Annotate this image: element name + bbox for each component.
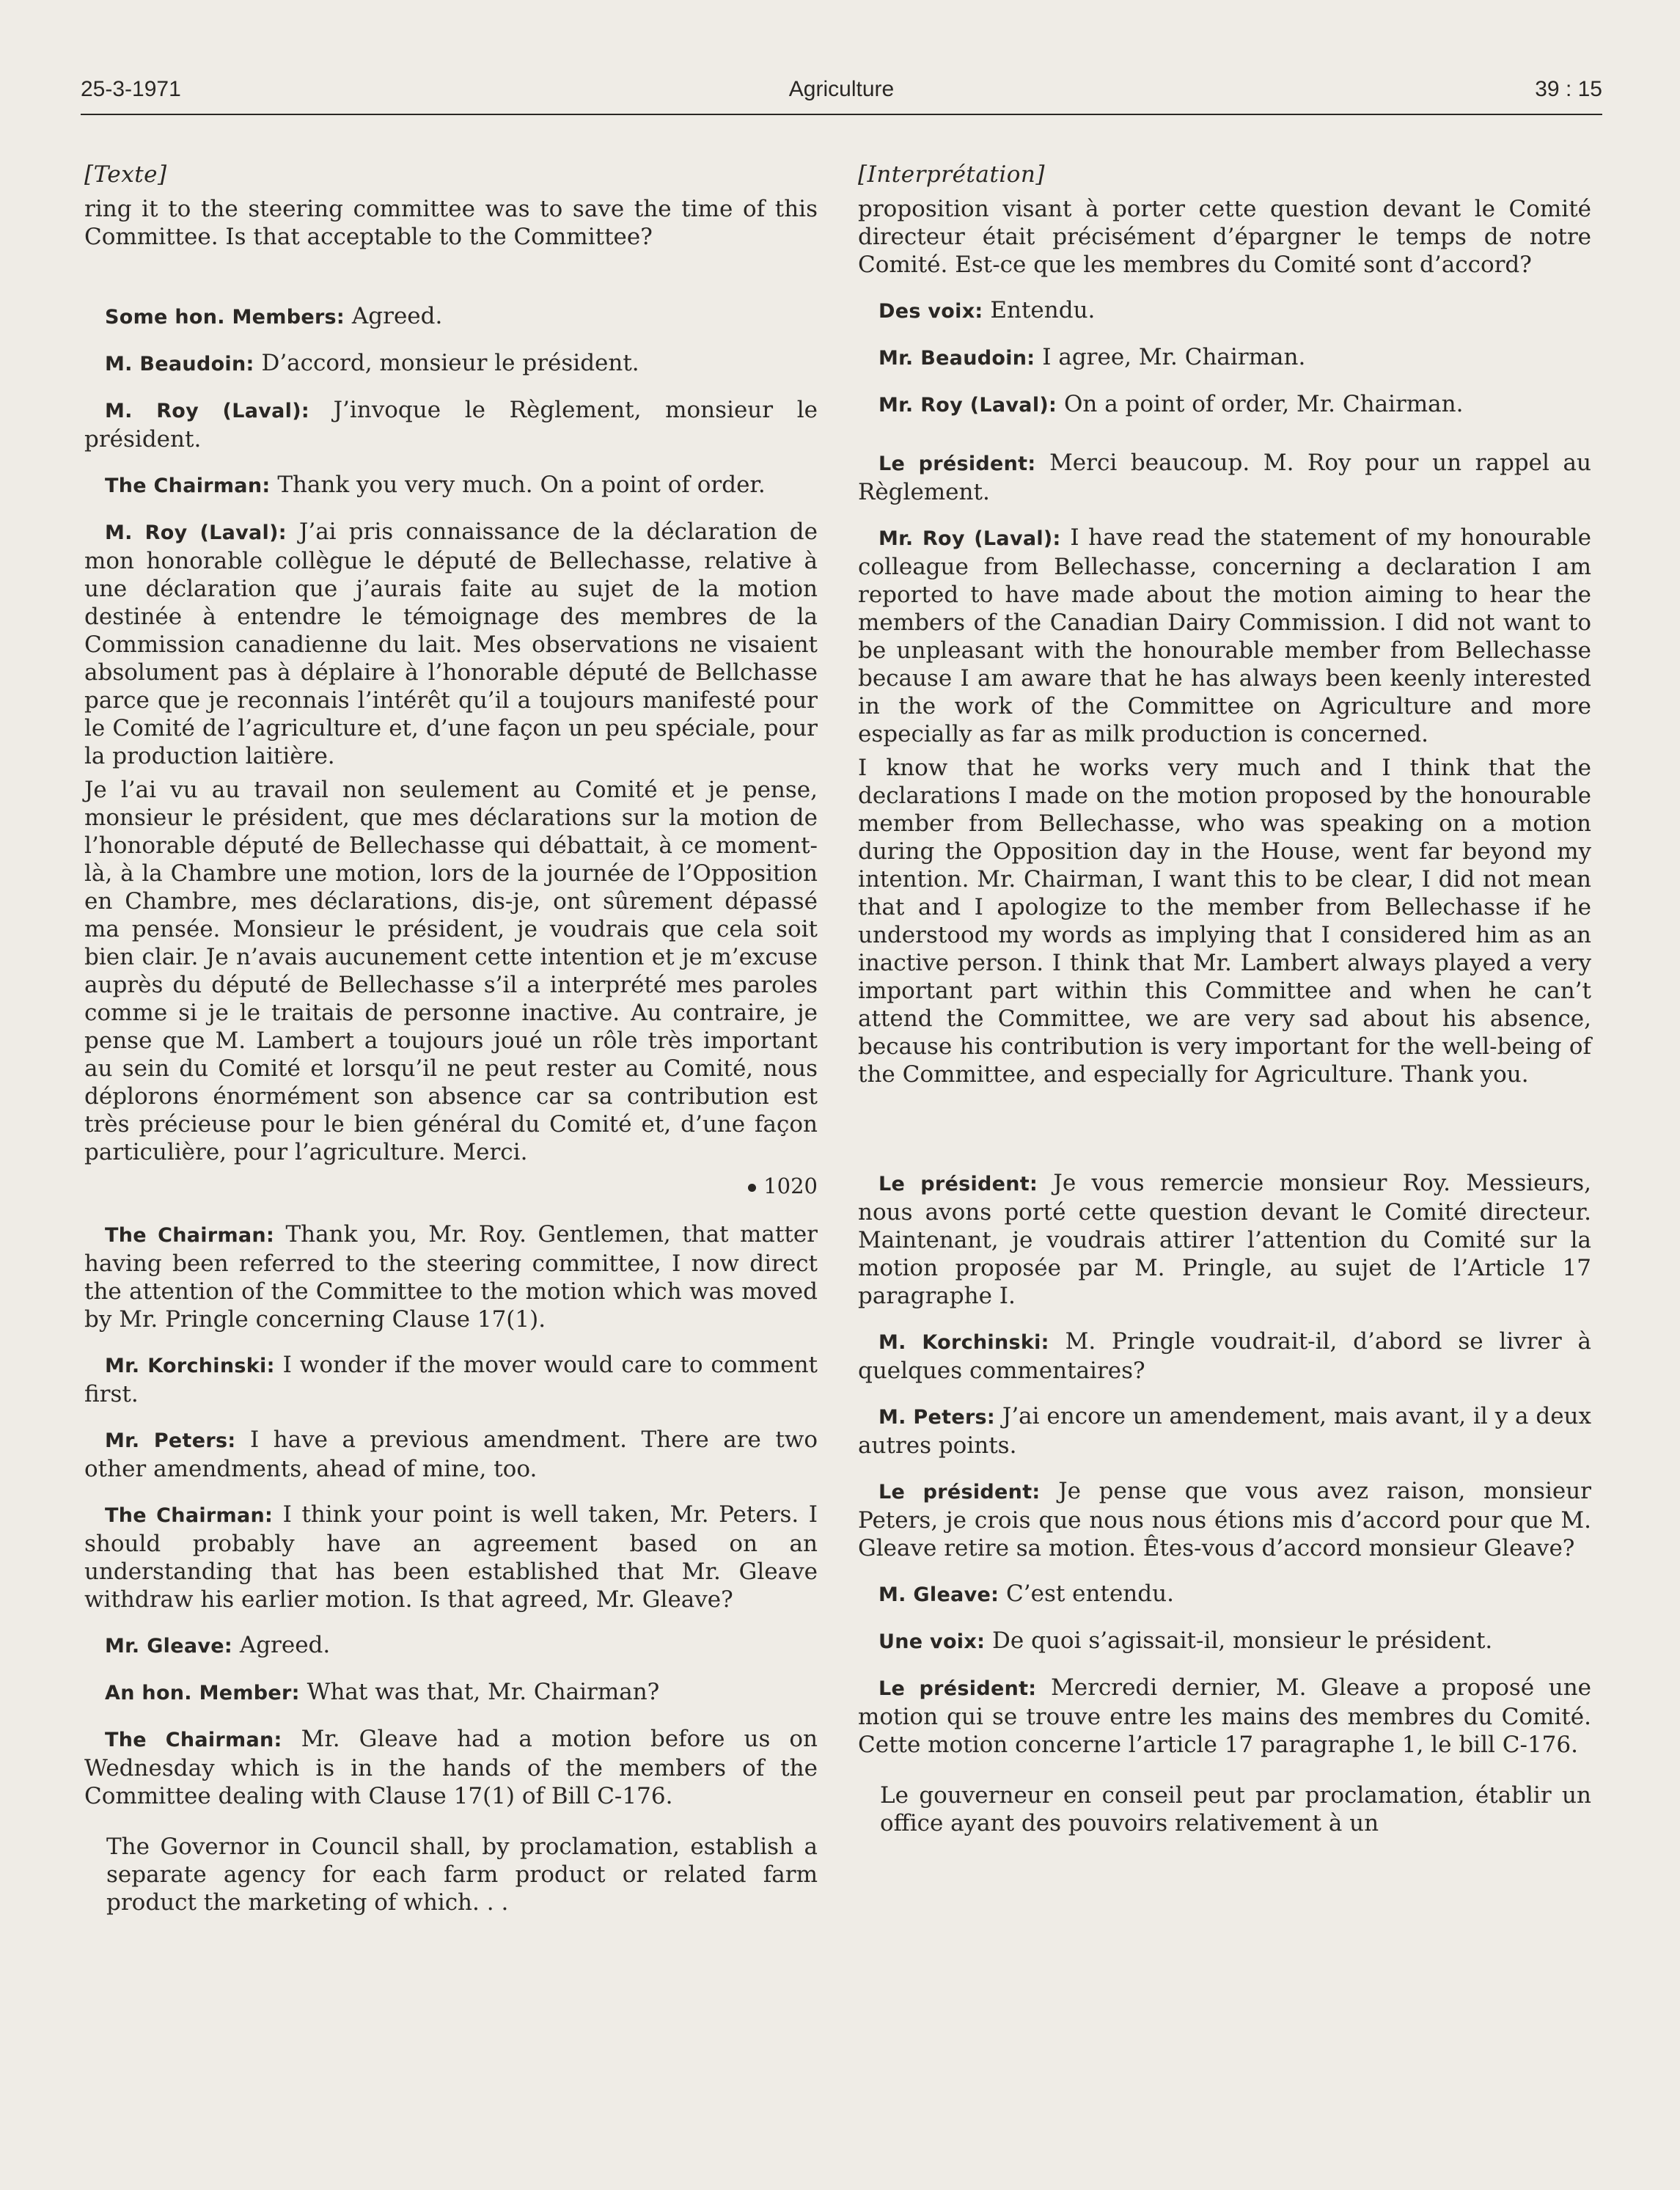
- speech-text: Mr. Gleave had a motion before us on Wednesday which is in the hands of the members of the Committee dealing with Clause 17(1) of Bill C-176.: [84, 1726, 818, 1809]
- speech-text: Merci beaucoup. M. Roy pour un rappel au Règlement.: [858, 450, 1591, 505]
- left-paragraph-3: [84, 349, 818, 378]
- speech-text: D’accord, monsieur le président.: [261, 350, 639, 376]
- speech-text: De quoi s’agissait-il, monsieur le président.: [992, 1627, 1493, 1654]
- speech-text: Entendu.: [990, 297, 1096, 323]
- left-paragraph-11: [84, 1501, 818, 1614]
- left-paragraph-2: [84, 302, 818, 332]
- right-paragraph-14: [858, 1674, 1591, 1759]
- speech-text: Thank you, Mr. Roy. Gentlemen, that matter having been referred to the steering committee, I now direct the attention of the Committee to the motion which was moved by Mr. Pringle concerning Clause 17(1).: [84, 1221, 818, 1333]
- right-paragraph-8: [858, 1169, 1591, 1310]
- speech-text: Thank you very much. On a point of order.: [277, 472, 766, 498]
- speaker-name: Mr. Korchinski:: [105, 1355, 275, 1377]
- speaker-name: Mr. Peters:: [105, 1429, 236, 1452]
- speech-text: What was that, Mr. Chairman?: [307, 1679, 660, 1705]
- speech-text: I think your point is well taken, Mr. Peters. I should probably have an agreement based on an understanding that has been established that Mr. Gleave withdraw his earlier motion. Is that agreed, Mr. Gleave?: [84, 1501, 818, 1613]
- right-paragraph-7: I know that he works very much and I think that the declarations I made on the motion proposed by the honourable member from Bellechasse, who was speaking on a motion during the Opposition day in the House, went far beyond my intention. Mr. Chairman, I want this to be clear, I did not mean that and I apologize to the member from Bellechasse if he understood my words as implying that I considered him as an inactive person. I think that Mr. Lambert always played a very important part within this Committee and when he can’t attend the Committee, we are very sad about his absence, because his contribution is very important for the well-being of the Committee, and especially for Agriculture. Thank you.: [858, 755, 1591, 1088]
- left-paragraph-8: [84, 1220, 818, 1333]
- right-paragraph-12: [858, 1580, 1591, 1609]
- speaker-name: Le président:: [878, 453, 1036, 475]
- bullet-icon: [748, 1184, 756, 1192]
- speaker-name: Mr. Beaudoin:: [878, 347, 1035, 370]
- right-column-text: [858, 161, 1591, 1860]
- right-quoted-clause: Le gouverneur en conseil peut par proclamation, établir un office ayant des pouvoirs relativement à un: [880, 1782, 1591, 1836]
- speaker-name: Le président:: [878, 1677, 1037, 1700]
- speaker-name: M. Roy (Laval):: [105, 521, 287, 544]
- left-paragraph-6: [84, 518, 818, 770]
- left-column-label: [Texte]: [84, 161, 167, 188]
- left-paragraph-14: [84, 1725, 818, 1810]
- speech-text: C’est entendu.: [1006, 1581, 1174, 1607]
- speaker-name: The Chairman:: [105, 1224, 275, 1247]
- speaker-name: M. Peters:: [878, 1406, 996, 1429]
- speaker-name: Mr. Roy (Laval):: [878, 394, 1057, 417]
- speaker-name: The Chairman:: [105, 1729, 282, 1751]
- speech-text: Je vous remercie monsieur Roy. Messieurs, nous avons porté cette question devant le Comité directeur. Maintenant, je voudrais attirer l’attention du Comité sur la motion proposée par M. Pringle, au sujet de l’Article 17 paragraphe I.: [858, 1170, 1591, 1309]
- speaker-name: An hon. Member:: [105, 1682, 300, 1704]
- speaker-name: Une voix:: [878, 1630, 986, 1653]
- speaker-name: M. Korchinski:: [878, 1331, 1049, 1354]
- speaker-name: Le président:: [878, 1173, 1038, 1195]
- right-paragraph-13: [858, 1627, 1591, 1656]
- left-paragraph-4: [84, 396, 818, 453]
- right-paragraph-6: [858, 524, 1591, 748]
- speech-text: On a point of order, Mr. Chairman.: [1063, 391, 1464, 417]
- left-paragraph-13: [84, 1678, 818, 1707]
- speech-text: Mercredi dernier, M. Gleave a proposé une motion qui se trouve entre les mains des membres du Comité. Cette motion concerne l’article 17 paragraphe 1, le bill C-176.: [858, 1674, 1592, 1758]
- left-column-text: [84, 161, 818, 1939]
- right-paragraph-9: [858, 1327, 1591, 1385]
- speech-text: I have read the statement of my honourable colleague from Bellechasse, concerning a declaration I am reported to have made about the motion aiming to hear the members of the Canadian Dairy Commission. I did not want to be unpleasant with the honourable member from Bellechasse because I am aware that he has always been keenly interested in the work of the Committee on Agriculture and more especially as far as milk production is concerned.: [858, 524, 1592, 747]
- speech-text: J’invoque le Règlement, monsieur le président.: [84, 397, 818, 453]
- right-paragraph-10: [858, 1402, 1591, 1460]
- speaker-name: Some hon. Members:: [105, 306, 345, 329]
- speech-text: Agreed.: [351, 303, 443, 329]
- left-paragraph-10: [84, 1426, 818, 1483]
- right-paragraph-5: [858, 449, 1591, 506]
- header-date: 25-3-1971: [81, 77, 181, 101]
- left-paragraph-7: Je l’ai vu au travail non seulement au Comité et je pense, monsieur le président, que mes déclarations sur la motion de l’honorable député de Bellechasse qui débattait, à ce moment-là, à la Chambre une motion, lors de la journée de l’Opposition en Chambre, mes déclarations, dis-je, ont sûrement dépassé ma pensée. Monsieur le président, je voudrais que cela soit bien clair. Je n’avais aucunement cette intention et je m’excuse auprès du député de Bellechasse s’il a interprété mes paroles comme si je le traitais de personne inactive. Au contraire, je pense que M. Lambert a toujours joué un rôle très important au sein du Comité et lorsqu’il ne peut rester au Comité, nous déplorons énormément son absence car sa contribution est très précieuse pour le bien général du Comité et, d’une façon particulière, pour l’agriculture. Merci.: [84, 777, 818, 1165]
- header-title: Agriculture: [788, 77, 895, 101]
- left-paragraph-5: [84, 471, 818, 500]
- page-header: [81, 77, 1602, 115]
- speech-text: M. Pringle voudrait-il, d’abord se livrer à quelques commentaires?: [858, 1328, 1591, 1384]
- right-paragraph-11: [858, 1477, 1591, 1562]
- right-paragraph-1: proposition visant à porter cette question devant le Comité directeur était précisément d’épargner le temps de notre Comité. Est-ce que les membres du Comité sont d’accord?: [858, 196, 1591, 278]
- speaker-name: Mr. Roy (Laval):: [878, 527, 1061, 550]
- time-marker-text: 1020: [763, 1173, 818, 1198]
- left-paragraph-1: ring it to the steering committee was to save the time of this Committee. Is that acceptable to the Committee?: [84, 196, 818, 250]
- speech-text: I agree, Mr. Chairman.: [1042, 344, 1306, 370]
- right-paragraph-2: [858, 296, 1591, 326]
- speech-text: J’ai encore un amendement, mais avant, il y a deux autres points.: [858, 1403, 1591, 1459]
- speaker-name: M. Roy (Laval):: [105, 400, 309, 422]
- speaker-name: M. Beaudoin:: [105, 353, 254, 376]
- speech-text: Je pense que vous avez raison, monsieur Peters, je crois que nous nous étions mis d’accord pour que M. Gleave retire sa motion. Êtes-vous d’accord monsieur Gleave?: [858, 1478, 1591, 1561]
- speaker-name: The Chairman:: [105, 475, 271, 497]
- speaker-name: Mr. Gleave:: [105, 1635, 232, 1658]
- right-paragraph-4: [858, 390, 1591, 420]
- speech-text: Agreed.: [239, 1632, 331, 1658]
- speech-text: I wonder if the mover would care to comment first.: [84, 1352, 818, 1407]
- speech-text: I have a previous amendment. There are two other amendments, ahead of mine, too.: [84, 1427, 818, 1482]
- left-paragraph-12: [84, 1631, 818, 1660]
- right-column-label: [Interprétation]: [858, 161, 1045, 188]
- left-quoted-clause: The Governor in Council shall, by proclamation, establish a separate agency for each farm product or related farm product the marketing of which. . .: [106, 1834, 818, 1916]
- left-paragraph-9: [84, 1351, 818, 1408]
- time-marker: [84, 1173, 818, 1198]
- speaker-name: M. Gleave:: [878, 1583, 999, 1606]
- speaker-name: Des voix:: [878, 300, 983, 323]
- header-page-number: 39 : 15: [1535, 77, 1602, 101]
- right-paragraph-3: [858, 343, 1591, 373]
- speech-text: J’ai pris connaissance de la déclaration de mon honorable collègue le député de Bellechasse, relative à une déclaration que j’aurais faite au sujet de la motion destinée à entendre le témoignage des membres de la Commission canadienne du lait. Mes observations ne visaient absolument pas à déplaire à l’honorable député de Bellchasse parce que je reconnais l’intérêt qu’il a toujours manifesté pour le Comité de l’agriculture et, d’une façon un peu spéciale, pour la production laitière.: [84, 519, 818, 769]
- speaker-name: Le président:: [878, 1481, 1041, 1504]
- speaker-name: The Chairman:: [105, 1504, 274, 1527]
